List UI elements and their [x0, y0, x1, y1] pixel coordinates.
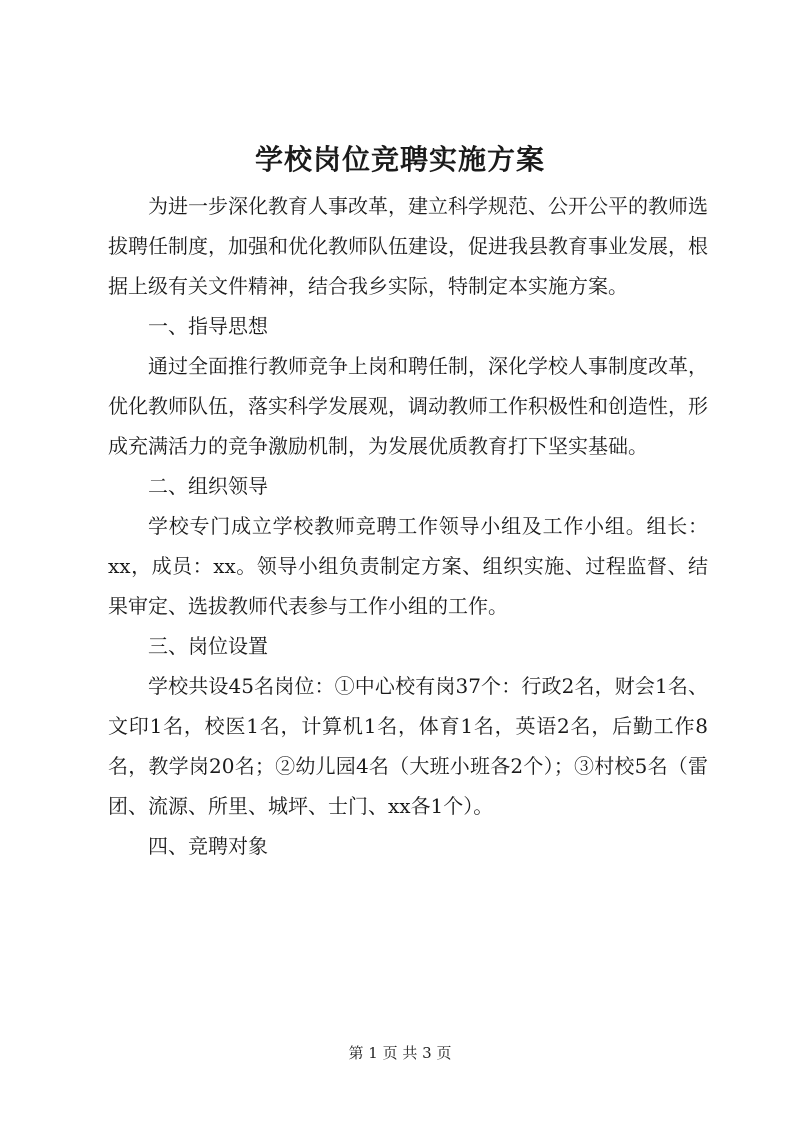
document-title: 学校岗位竞聘实施方案 [254, 143, 545, 176]
page-number-footer: 第 1 页 共 3 页 [348, 1044, 452, 1062]
positions-paragraph: 学校共设45名岗位：①中心校有岗37个：行政2名，财会1名、文印1名，校医1名，计算机1名，体育1名，英语2名，后勤工作8名，教学岗20名；②幼儿园4名（大班小班各2个）；③村校5名（雷团、流源、所里、城坪、士门、xx各1个）。 [108, 674, 708, 818]
guiding-ideology-paragraph: 通过全面推行教师竞争上岗和聘任制，深化学校人事制度改革，优化教师队伍，落实科学发展观，调动教师工作积极性和创造性，形成充满活力的竞争激励机制，为发展优质教育打下坚实基础。 [108, 354, 708, 458]
intro-paragraph: 为进一步深化教育人事改革，建立科学规范、公开公平的教师选拔聘任制度，加强和优化教师队伍建设，促进我县教育事业发展，根据上级有关文件精神，结合我乡实际，特制定本实施方案。 [108, 194, 708, 298]
section-heading-guiding-ideology: 一、指导思想 [148, 314, 268, 338]
document-body [108, 186, 708, 866]
section-heading-candidates: 四、竞聘对象 [148, 834, 268, 858]
organization-paragraph: 学校专门成立学校教师竞聘工作领导小组及工作小组。组长：xx，成员：xx。领导小组负责制定方案、组织实施、过程监督、结果审定、选拔教师代表参与工作小组的工作。 [108, 514, 708, 618]
section-heading-positions: 三、岗位设置 [148, 634, 268, 658]
section-heading-organization: 二、组织领导 [148, 474, 268, 498]
